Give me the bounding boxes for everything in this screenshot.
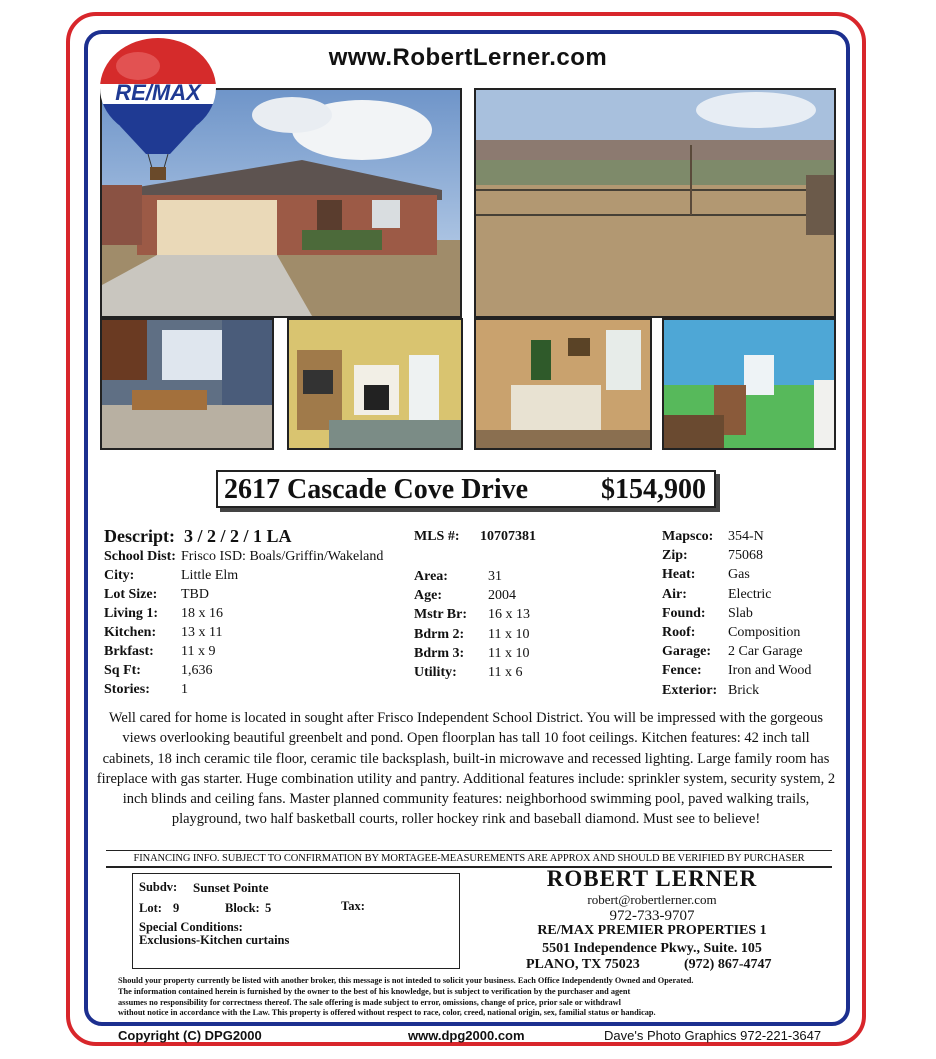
agent-phone: 972-733-9707 xyxy=(609,908,695,924)
property-price: $154,900 xyxy=(601,474,706,505)
agent-street: 5501 Independence Pkwy., Suite. 105 xyxy=(542,941,762,956)
photo-backyard-view xyxy=(474,88,836,318)
field-label: Bdrm 3: xyxy=(414,645,465,661)
field-value: Gas xyxy=(728,567,750,583)
field-value: Frisco ISD: Boals/Griffin/Wakeland xyxy=(181,549,384,564)
field-label: City: xyxy=(104,568,135,583)
mls-label: MLS #: xyxy=(414,529,460,544)
agent-company: RE/MAX PREMIER PROPERTIES 1 xyxy=(537,923,767,938)
field-label: Roof: xyxy=(662,625,696,640)
field-value: Slab xyxy=(728,605,753,621)
field-value: 16 x 13 xyxy=(488,607,530,623)
disclaimer-line: Should your property currently be listed with another broker, this message is not inteded to solicit your business. Each Office Independently Owned and Operated. xyxy=(118,976,694,985)
field-value: 1 xyxy=(181,682,188,697)
photo-breakfast-nook xyxy=(100,318,274,450)
field-label: Fence: xyxy=(662,663,702,679)
field-label: Stories: xyxy=(104,682,150,697)
field-label: Found: xyxy=(662,605,706,621)
photo-master-bedroom xyxy=(474,318,652,450)
field-value: 2 Car Garage xyxy=(728,644,803,660)
photo-family-room xyxy=(287,318,463,450)
website-header[interactable]: www.RobertLerner.com xyxy=(328,44,608,71)
footer-credit: Dave's Photo Graphics 972-221-3647 xyxy=(604,1028,822,1043)
field-value: 11 x 9 xyxy=(181,644,216,659)
field-label: Brkfast: xyxy=(104,644,154,659)
agent-city: PLANO, TX 75023 xyxy=(526,957,640,972)
field-label: Lot Size: xyxy=(104,587,158,602)
field-value: 11 x 10 xyxy=(488,645,530,661)
field-value: 75068 xyxy=(728,548,763,564)
field-label: Utility: xyxy=(414,665,457,680)
property-description: Well cared for home is located in sought after Frisco Independent School District. You will be impressed with the gorgeous views overlooking beautiful greenbelt and pond. Open floorplan has tall 10 foot ceilings. Kitchen features: 42 inch tall cabinets, 18 inch ceramic tile floor, ceramic tile backsplash, built-in microwave and recessed lighting. Large family room has fireplace with gas starter. Huge combination utility and pantry. Additional features include: sprinkler system, security system, 2 inch blinds and ceiling fans. Master planned community features: neighborhood swimming pool, paved walking trails, playground, two half basketball courts, roller hockey rink and baseball diamond. Must see to believe! xyxy=(96,710,836,828)
field-value: 354-N xyxy=(728,529,764,544)
disclaimer-line: The information contained herein is furnished by the owner to the best of his knowledge, but is subject to verification by the purchaser and agent xyxy=(118,986,631,996)
field-value: Electric xyxy=(728,586,772,602)
field-value: 13 x 11 xyxy=(181,625,223,640)
special-conditions-label: Special Conditions: xyxy=(139,920,243,934)
field-value: TBD xyxy=(181,587,209,602)
field-label: Exterior: xyxy=(662,682,718,698)
block-label: Block: xyxy=(225,901,260,915)
disclaimer-line: assumes no responsibility for correctness thereof. The sale offering is made subject to error, omissions, change of price, prior sale or withdrawl xyxy=(118,997,621,1007)
field-label: Living 1: xyxy=(104,606,159,621)
property-address: 2617 Cascade Cove Drive xyxy=(224,474,529,505)
field-value: 31 xyxy=(488,569,502,584)
block-value: 5 xyxy=(265,901,272,915)
mls-value: 10707381 xyxy=(480,529,536,544)
field-label: Age: xyxy=(414,588,442,604)
field-label: School Dist: xyxy=(104,549,176,564)
legal-disclaimer xyxy=(118,976,818,1019)
logo-text: RE/MAX xyxy=(115,80,201,105)
photo-kids-bedroom xyxy=(662,318,836,450)
field-label: Heat: xyxy=(662,567,696,583)
field-value: 1,636 xyxy=(181,663,213,678)
field-value: Brick xyxy=(728,682,760,698)
field-label: Zip: xyxy=(662,548,688,564)
footer-copyright: Copyright (C) DPG2000 xyxy=(118,1028,262,1043)
field-label: Kitchen: xyxy=(104,625,157,640)
field-value: Iron and Wood xyxy=(728,663,812,679)
descript-label: Descript: xyxy=(104,526,175,546)
field-label: Area: xyxy=(414,569,448,584)
lot-label: Lot: xyxy=(139,901,162,915)
field-value: 11 x 6 xyxy=(488,665,523,680)
agent-name: ROBERT LERNER xyxy=(546,866,758,891)
tax-label: Tax: xyxy=(341,899,365,913)
agent-office-phone: (972) 867-4747 xyxy=(684,957,772,972)
field-label: Sq Ft: xyxy=(104,663,141,678)
descript-value: 3 / 2 / 2 / 1 LA xyxy=(184,526,292,546)
lot-value: 9 xyxy=(173,901,180,915)
field-value: 11 x 10 xyxy=(488,626,530,642)
field-label: Mapsco: xyxy=(662,529,714,544)
financing-disclaimer: FINANCING INFO. SUBJECT TO CONFIRMATION BY MORTAGEE-MEASUREMENTS ARE APPROX AND SHOULD BE VERIFIED BY PURCHASER xyxy=(106,850,832,868)
field-value: Little Elm xyxy=(181,568,239,583)
remax-balloon-logo xyxy=(98,36,218,186)
disclaimer-line: without notice in accordance with the Law. This property is offered without respect to race, color, creed, national origin, sex, familial status or handicap. xyxy=(118,1008,656,1018)
subdiv-value: Sunset Pointe xyxy=(193,880,269,895)
field-label: Bdrm 2: xyxy=(414,626,465,642)
field-value: 2004 xyxy=(488,588,516,604)
field-value: 18 x 16 xyxy=(181,606,223,621)
field-value: Composition xyxy=(728,625,801,640)
agent-email[interactable]: robert@robertlerner.com xyxy=(587,892,717,907)
field-label: Air: xyxy=(662,586,687,602)
address-price-box xyxy=(216,470,716,508)
field-label: Mstr Br: xyxy=(414,607,467,623)
subdiv-label: Subdv: xyxy=(139,880,178,894)
special-conditions-value: Exclusions-Kitchen curtains xyxy=(139,933,290,947)
field-label: Garage: xyxy=(662,644,711,660)
subdivision-box xyxy=(132,873,460,969)
footer-site[interactable]: www.dpg2000.com xyxy=(408,1028,525,1043)
